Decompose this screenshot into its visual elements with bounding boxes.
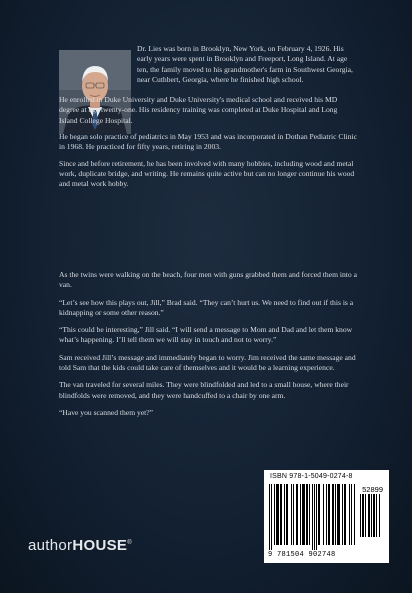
barcode-bar <box>271 484 272 550</box>
ean-digits: 9 781504 902748 <box>268 551 336 559</box>
barcode-bar <box>371 494 372 537</box>
barcode-bar <box>306 484 308 545</box>
isbn-label: ISBN 978-1-5049-0274-8 <box>270 473 353 480</box>
barcode-bar <box>337 484 340 545</box>
barcode-bar <box>379 494 380 537</box>
barcode-bar <box>293 484 294 545</box>
barcode-bar <box>302 484 305 545</box>
barcode-bar <box>351 484 352 545</box>
barcode-bar <box>314 484 315 550</box>
bio-paragraph: Since and before retirement, he has been involved with many hobbies, including wood and metal work, duplicate bridge, and writing. He remains quite active but can no longer continue his wood and metal work hobby. <box>59 158 355 189</box>
publisher-logo <box>28 537 132 554</box>
logo-author-text: author <box>28 537 73 554</box>
excerpt-paragraph: As the twins were walking on the beach, four men with guns grabbed them and forced them into a van. <box>59 270 357 290</box>
barcode-bar <box>291 484 292 545</box>
bio-paragraph: He enrolled in Duke University and Duke University's medical school and received his MD degree at age twenty-one. His residency training was completed at Duke Hospital and Long Island College Hospital. <box>59 95 338 125</box>
barcode-bar <box>274 484 275 545</box>
barcode-bar <box>360 494 361 537</box>
barcode-bars <box>269 484 357 552</box>
excerpt-paragraph: Sam received Jill’s message and immediately began to worry. Jim received the same message and told Sam that the kids could take care of themselves and it would be a learning experience. <box>59 352 356 373</box>
barcode-bar <box>316 484 317 550</box>
barcode-bar <box>354 484 355 545</box>
barcode-bar <box>276 484 279 545</box>
author-bio <box>59 44 357 196</box>
barcode-bar <box>309 484 310 545</box>
barcode-bar <box>318 484 320 545</box>
barcode-bar <box>269 484 270 550</box>
barcode-bar <box>286 484 288 545</box>
barcode-bar <box>300 484 301 545</box>
excerpt-paragraph: “Let’s see how this plays out, Jill,” Brad said. “They can’t hurt us. We need to find out if this is a kidnapping or some other reason.” <box>59 297 354 317</box>
barcode-bar <box>344 484 346 545</box>
barcode-bar <box>284 484 285 545</box>
addon-barcode-bars <box>360 494 384 544</box>
barcode-bar <box>312 484 313 550</box>
excerpt-paragraph: The van traveled for several miles. They were blindfolded and led to a small house, where their blindfolds were removed, and they were handcuffed to a chair by one arm. <box>59 380 349 400</box>
barcode-bar <box>280 484 282 545</box>
excerpt-paragraph: “This could be interesting,” Jill said. “I will send a message to Mom and Dad and let them know what’s happening. I’ll tell them we will stay in touch and not to worry.” <box>59 325 353 345</box>
barcode-bar <box>376 494 377 537</box>
barcode-bar <box>362 494 364 537</box>
barcode-bar <box>328 484 330 545</box>
barcode-bar <box>296 484 298 545</box>
barcode-bar <box>326 484 327 545</box>
barcode-bar <box>373 494 375 537</box>
bio-paragraph: Dr. Lies was born in Brooklyn, New York, on February 4, 1926. His early years were spent in Brooklyn and Freeport, Long Island. At age ten, the family moved to his grandmother's farm in Southwest Georgia, near Cuthbert, Georgia, where he finished high school. <box>137 44 353 84</box>
barcode-bar <box>365 494 366 537</box>
barcode-bar <box>342 484 343 545</box>
barcode-bar <box>349 484 350 545</box>
price-code: 52899 <box>362 485 383 494</box>
book-excerpt <box>59 270 359 425</box>
registered-mark: ® <box>127 540 132 546</box>
barcode-bar <box>323 484 324 545</box>
isbn-barcode <box>264 470 389 563</box>
excerpt-paragraph: “Have you scanned them yet?” <box>59 407 154 417</box>
barcode-bar <box>335 484 336 545</box>
bio-paragraph: He began solo practice of pediatrics in May 1953 and was incorporated in Dothan Pediatric Clinic in 1968. He practiced for fifty years, retiring in 2003. <box>59 132 357 152</box>
barcode-bar <box>332 484 334 545</box>
barcode-bar <box>368 494 370 537</box>
logo-house-text: HOUSE <box>72 537 128 554</box>
